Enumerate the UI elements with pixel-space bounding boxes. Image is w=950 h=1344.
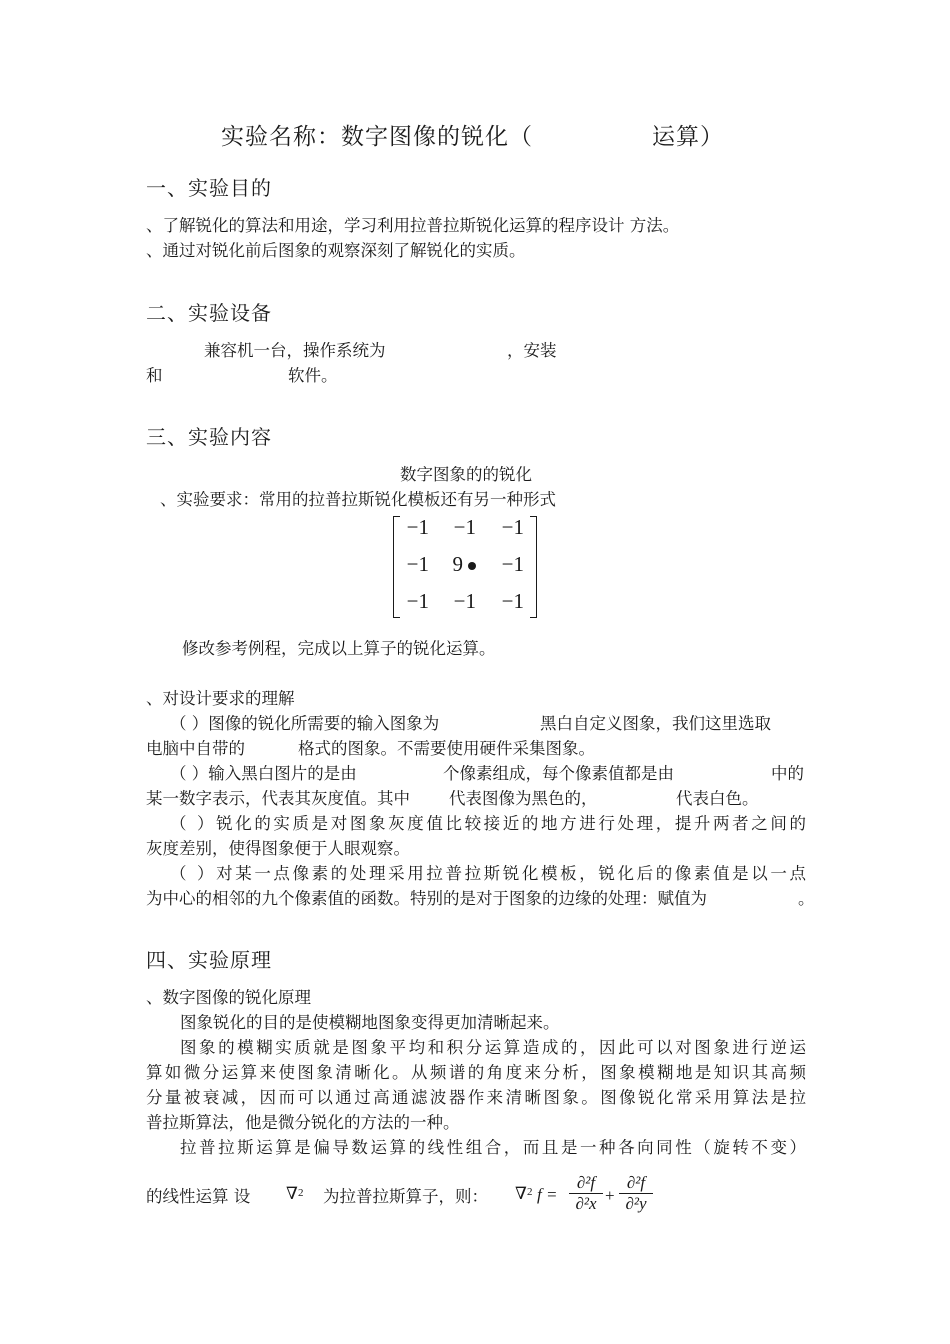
equipment-line1-b: ，安装	[507, 341, 557, 360]
understanding-p3-b: 灰度差别，使得图象便于人眼观察。	[146, 839, 410, 858]
formula-superscript: 2	[527, 1186, 533, 1198]
formula-nabla: ∇	[515, 1184, 527, 1203]
modify-instruction: 修改参考例程，完成以上算子的锐化运算。	[182, 639, 496, 658]
fraction-numerator: ∂²f	[626, 1173, 646, 1192]
principle-subheading: 、数字图像的锐化原理	[146, 988, 311, 1007]
understanding-p2-e: 代表图像为黑色的，	[449, 789, 598, 808]
section-heading-principle: 四、实验原理	[146, 948, 272, 972]
laplacian-matrix	[393, 514, 537, 620]
nabla-superscript: 2	[298, 1187, 304, 1199]
matrix-cell: −1	[501, 589, 524, 613]
section-heading-content: 三、实验内容	[146, 425, 272, 449]
matrix-cell: −1	[406, 589, 429, 613]
fraction-d2f-dx2	[569, 1173, 603, 1214]
matrix-cell: −1	[453, 589, 476, 613]
formula-lhs: f =	[537, 1185, 558, 1204]
understanding-p4-a: （ ）对某一点像素的处理采用拉普拉斯锐化模板，锐化后的像素值是以一点	[170, 864, 806, 883]
matrix-cell: −1	[406, 515, 429, 539]
section-heading-purpose: 一、实验目的	[146, 176, 272, 200]
understanding-p2-c: 中的	[771, 764, 804, 783]
understanding-p2-a: （ ）输入黑白图片的是由	[170, 764, 357, 783]
equipment-line2-a: 和	[146, 366, 163, 385]
understanding-p4-b: 为中心的相邻的九个像素值的函数。特别的是对于图象的边缘的处理：赋值为	[146, 889, 707, 908]
section-heading-equipment: 二、实验设备	[146, 301, 272, 325]
equipment-line2-b: 软件。	[288, 366, 338, 385]
understanding-heading: 、对设计要求的理解	[146, 689, 295, 708]
equipment-line1-a: 兼容机一台，操作系统为	[204, 341, 386, 360]
principle-p1: 图象锐化的目的是使模糊地图象变得更加清晰起来。	[180, 1013, 560, 1032]
principle-p3-c: 为拉普拉斯算子，则：	[323, 1187, 488, 1206]
nabla-symbol: ∇	[286, 1184, 298, 1203]
understanding-p1-c: 电脑中自带的	[146, 739, 245, 758]
understanding-p4-c: 。	[798, 889, 815, 908]
principle-p2-b: 算如微分运算来使图象清晰化。从频谱的角度来分析，图象模糊地是知识其高频	[146, 1063, 806, 1082]
experiment-requirement: 、实验要求：常用的拉普拉斯锐化模板还有另一种形式	[160, 490, 556, 509]
fraction-numerator: ∂²f	[576, 1173, 596, 1192]
purpose-item-2: 、通过对锐化前后图象的观察深刻了解锐化的实质。	[146, 241, 526, 260]
fraction-denominator: ∂²y	[619, 1193, 653, 1214]
principle-p2-d: 普拉斯算法，他是微分锐化的方法的一种。	[146, 1113, 460, 1132]
content-subtitle: 数字图象的的锐化	[400, 465, 532, 484]
understanding-p1-b: 黑白自定义图象，我们这里选取	[540, 714, 771, 733]
principle-p3-b: 的线性运算 设	[146, 1187, 251, 1206]
understanding-p2-f: 代表白色。	[676, 789, 759, 808]
matrix-center-dot	[468, 562, 476, 570]
fraction-denominator: ∂²x	[569, 1193, 603, 1214]
matrix-cell: −1	[406, 552, 429, 576]
fraction-d2f-dy2	[619, 1173, 653, 1214]
principle-p2-c: 分量被衰减，因而可以通过高通滤波器作来清晰图象。图像锐化常采用算法是拉	[146, 1088, 806, 1107]
principle-p3-a: 拉普拉斯运算是偏导数运算的线性组合，而且是一种各向同性（旋转不变）	[180, 1138, 806, 1157]
matrix-cell: −1	[501, 552, 524, 576]
formula-plus: +	[605, 1186, 615, 1205]
matrix-cell: −1	[453, 515, 476, 539]
understanding-p2-d: 某一数字表示，代表其灰度值。其中	[146, 789, 410, 808]
page-title: 实验名称：数字图像的锐化（	[221, 124, 533, 150]
understanding-p3-a: （ ）锐化的实质是对图象灰度值比较接近的地方进行处理，提升两者之间的	[170, 814, 806, 833]
understanding-p1-d: 格式的图象。不需要使用硬件采集图象。	[298, 739, 595, 758]
page-title-tail: 运算）	[652, 124, 724, 150]
matrix-cell: 9	[452, 552, 463, 576]
purpose-item-1: 、了解锐化的算法和用途，学习利用拉普拉斯锐化运算的程序设计 方法。	[146, 216, 680, 235]
matrix-cell: −1	[501, 515, 524, 539]
understanding-p1-a: （ ）图像的锐化所需要的输入图象为	[170, 714, 440, 733]
matrix-right-bracket	[530, 516, 537, 618]
understanding-p2-b: 个像素组成，每个像素值都是由	[443, 764, 674, 783]
principle-p2-a: 图象的模糊实质就是图象平均和积分运算造成的，因此可以对图象进行逆运	[180, 1038, 806, 1057]
